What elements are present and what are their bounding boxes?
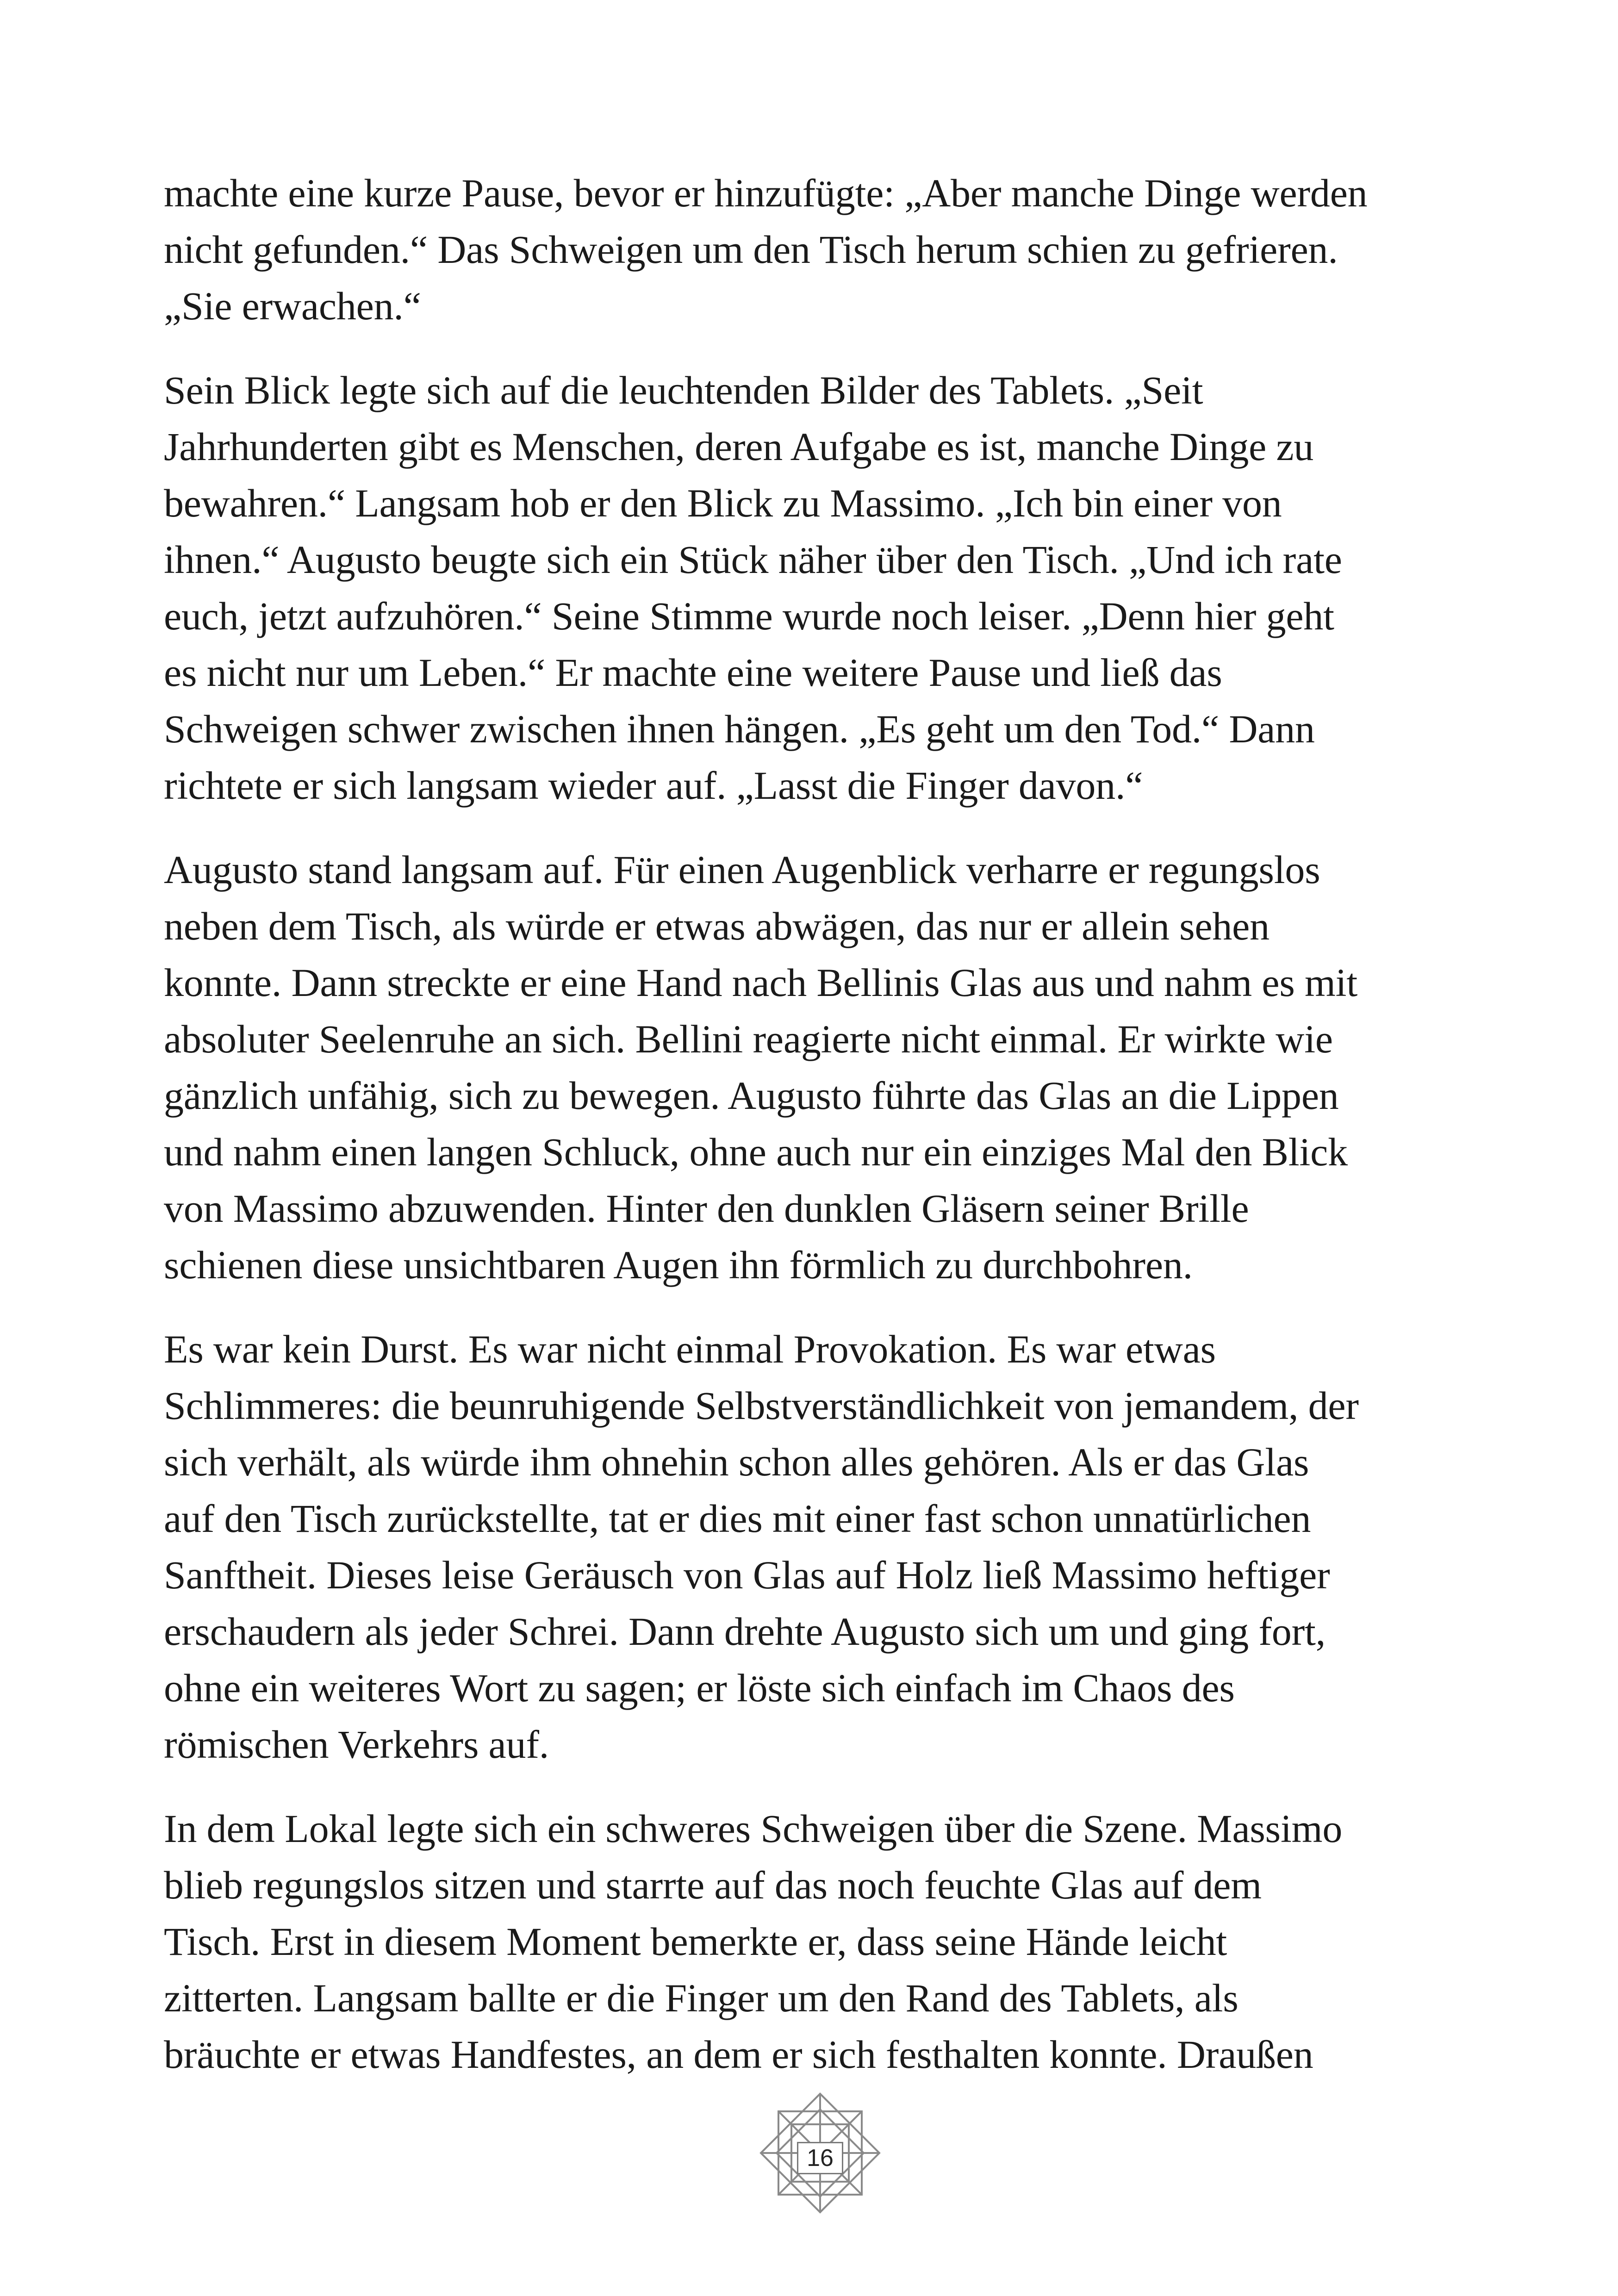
- page-number: 16: [797, 2142, 843, 2174]
- paragraph-1: machte eine kurze Pause, bevor er hinzufügte: „Aber manche Dinge werden nicht gefunden.“ Das Schweigen um den Tisch herum schien zu gefrieren. „Sie erwachen.“: [164, 171, 1368, 328]
- paragraph-5: In dem Lokal legte sich ein schweres Schweigen über die Szene. Massimo blieb regungslos sitzen und starrte auf das noch feuchte Glas auf dem Tisch. Erst in diesem Moment bemerkte er, dass seine Hände leicht zitterten. Langsam ballte er die Finger um den Rand des Tablets, als bräuchte er etwas Handfestes, an dem er sich festhalten konnte. Draußen: [164, 1806, 1343, 2077]
- paragraph-3: Augusto stand langsam auf. Für einen Augenblick verharre er regungslos neben dem Tisch, als würde er etwas abwägen, das nur er allein sehen konnte. Dann streckte er eine Hand nach Bellinis Glas aus und nahm es mit absoluter Seelenruhe an sich. Bellini reagierte nicht einmal. Er wirkte wie gänzlich unfähig, sich zu bewegen. Augusto führte das Glas an die Lippen und nahm einen langen Schluck, ohne auch nur ein einziges Mal den Blick von Massimo abzuwenden. Hinter den dunklen Gläsern seiner Brille schienen diese unsichtbaren Augen ihn förmlich zu durchbohren.: [164, 847, 1358, 1287]
- paragraph-2: Sein Blick legte sich auf die leuchtenden Bilder des Tablets. „Seit Jahrhunderten gibt es Menschen, deren Aufgabe es ist, manche Dinge zu bewahren.“ Langsam hob er den Blick zu Massimo. „Ich bin einer von ihnen.“ Augusto beugte sich ein Stück näher über den Tisch. „Und ich rate euch, jetzt aufzuhören.“ Seine Stimme wurde noch leiser. „Denn hier geht es nicht nur um Leben.“ Er machte eine weitere Pause und ließ das Schweigen schwer zwischen ihnen hängen. „Es geht um den Tod.“ Dann richtete er sich langsam wieder auf. „Lasst die Finger davon.“: [164, 368, 1342, 808]
- page-footer: [758, 2091, 882, 2215]
- body-text: [164, 165, 1487, 2110]
- paragraph-4: Es war kein Durst. Es war nicht einmal Provokation. Es war etwas Schlimmeres: die beunruhigende Selbstverständlichkeit von jemandem, der sich verhält, als würde ihm ohnehin schon alles gehören. Als er das Glas auf den Tisch zurückstellte, tat er dies mit einer fast schon unnatürlichen Sanftheit. Dieses leise Geräusch von Glas auf Holz ließ Massimo heftiger erschaudern als jeder Schrei. Dann drehte Augusto sich um und ging fort, ohne ein weiteres Wort zu sagen; er löste sich einfach im Chaos des römischen Verkehrs auf.: [164, 1327, 1359, 1767]
